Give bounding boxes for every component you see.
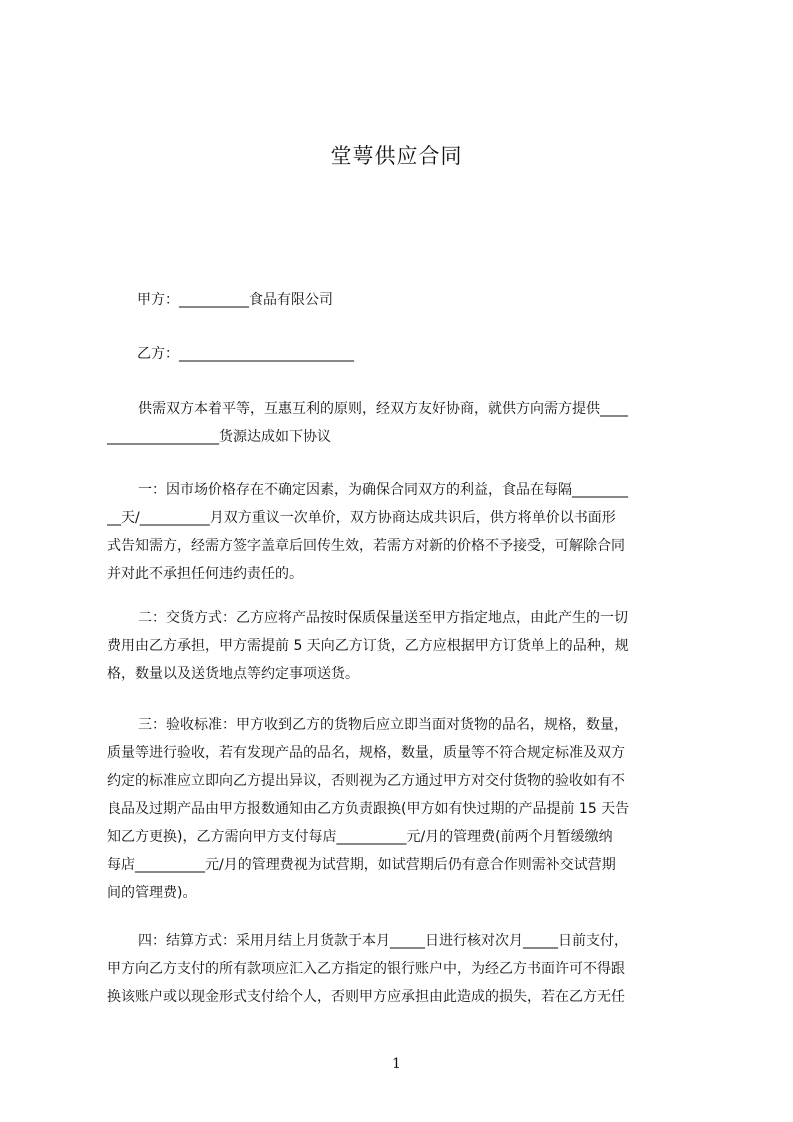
clause-4-settlement: [107, 927, 699, 1011]
clause-1-pricing: [107, 476, 699, 588]
paragraph-line: 二：交货方式：乙方应将产品按时保质保量送至甲方指定地点，由此产生的一切: [138, 610, 628, 626]
paragraph-line: 质量等进行验收，若有发现产品的品名，规格，数量，质量等不符合规定标准及双方: [107, 745, 625, 761]
paragraph-line: 每店__________元/月的管理费视为试营期，如试营期后仍有意合作则需补交试营期: [107, 857, 616, 873]
clause-3-acceptance: [107, 711, 699, 907]
paragraph-line: 供需双方本着平等，互惠互利的原则，经双方友好协商，就供方向需方提供____: [138, 401, 628, 417]
paragraph-line: 四：结算方式：采用月结上月货款于本月_____日进行核对次月_____日前支付，: [138, 933, 628, 949]
clause-2-delivery: [107, 604, 699, 688]
party-a-line: 甲方：__________食品有限公司: [137, 292, 333, 308]
paragraph-line: 约定的标准应立即向乙方提出异议，否则视为乙方通过甲方对交付货物的验收如有不: [107, 773, 625, 789]
paragraph-line: 间的管理费)。: [107, 885, 197, 901]
paragraph-line: __天/__________月双方重议一次单价，双方协商达成共识后，供方将单价以书面形: [107, 510, 616, 526]
paragraph-line: 格，数量以及送货地点等约定事项送货。: [107, 666, 359, 682]
paragraph-line: 换该账户或以现金形式支付给个人，否则甲方应承担由此造成的损失，若在乙方无任: [107, 989, 625, 1005]
paragraph-line: 一：因市场价格存在不确定因素，为确保合同双方的利益，食品在每隔________: [138, 482, 628, 498]
paragraph-line: 式告知需方，经需方签字盖章后回传生效，若需方对新的价格不予接受，可解除合同: [107, 538, 625, 554]
paragraph-line: 良品及过期产品由甲方报数通知由乙方负责跟换(甲方如有快过期的产品提前 15 天告: [107, 801, 630, 817]
page-number: 1: [392, 1056, 401, 1072]
preamble-paragraph: [107, 395, 699, 451]
paragraph-line: 知乙方更换)，乙方需向甲方支付每店__________元/月的管理费(前两个月暂缓缴纳: [107, 829, 613, 845]
paragraph-line: 三：验收标准：甲方收到乙方的货物后应立即当面对货物的品名，规格，数量，: [138, 717, 628, 733]
paragraph-line: 并对此不承担任何违约责任的。: [107, 566, 303, 582]
document-title: 堂萼供应合同: [330, 144, 463, 168]
paragraph-line: ________________货源达成如下协议: [107, 429, 331, 445]
paragraph-line: 甲方向乙方支付的所有款项应汇入乙方指定的银行账户中，为经乙方书面许可不得跟: [107, 961, 625, 977]
paragraph-line: 费用由乙方承担，甲方需提前 5 天向乙方订货，乙方应根据甲方订货单上的品种，规: [107, 638, 629, 654]
party-b-line: 乙方：_________________________: [137, 346, 354, 362]
